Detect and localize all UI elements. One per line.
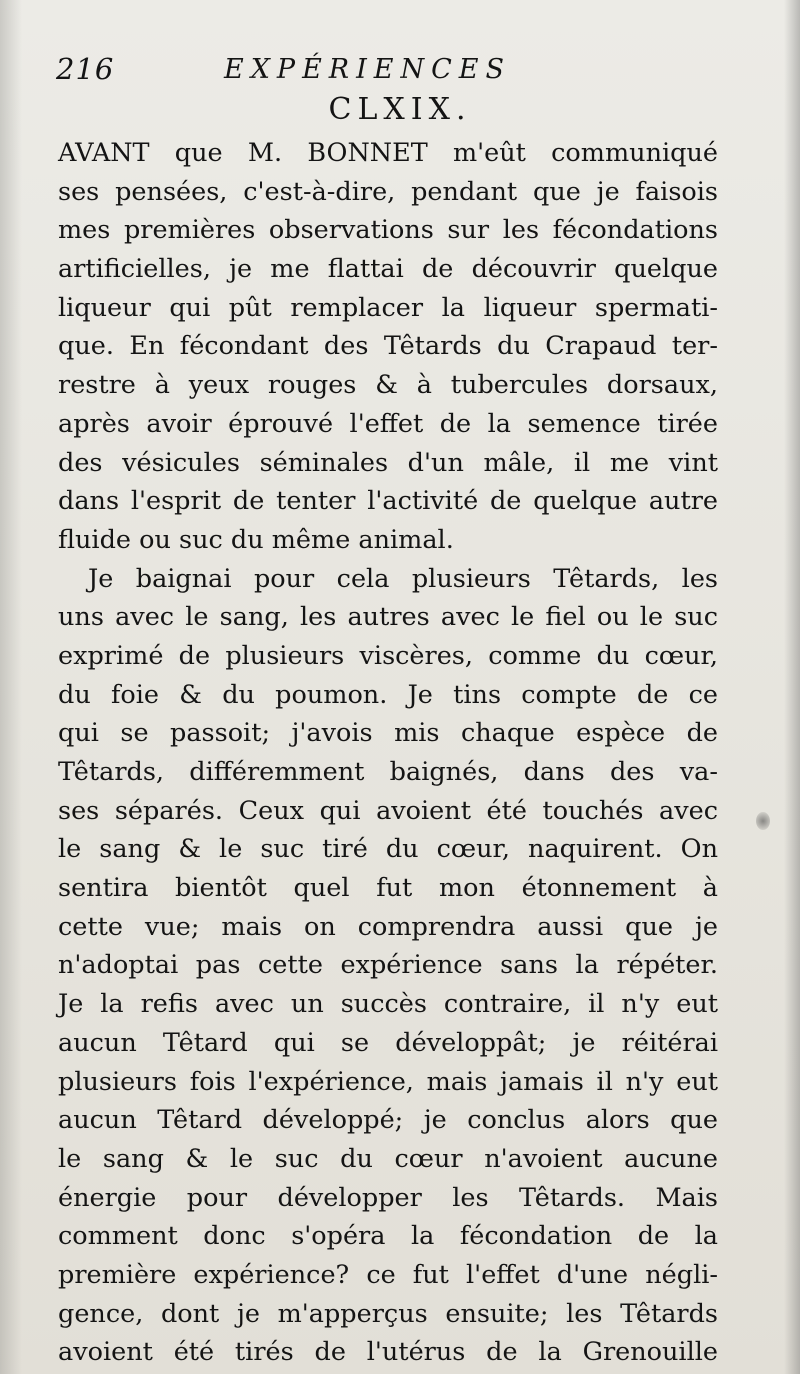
text-line: aucun Têtard qui se développât; je réitérai xyxy=(58,1027,718,1058)
text-line: le sang & le suc du cœur n'avoient aucune xyxy=(58,1143,718,1174)
text-line: après avoir éprouvé l'effet de la semence tirée xyxy=(58,408,718,439)
text-line: exprimé de plusieurs viscères, comme du cœur, xyxy=(58,640,718,671)
text-line: ses séparés. Ceux qui avoient été touchés avec xyxy=(58,795,718,826)
text-line: aucun Têtard développé; je conclus alors que xyxy=(58,1105,718,1136)
text-line: n'adoptai pas cette expérience sans la répéter. xyxy=(58,950,718,981)
text-line: ses pensées, c'est-à-dire, pendant que je faisois xyxy=(58,176,718,207)
text-line: Je la refis avec un succès contraire, il n'y eut xyxy=(58,989,718,1020)
text-line: Têtards, différemment baignés, dans des va- xyxy=(58,757,718,787)
text-line: AVANT que M. BONNET m'eût communiqué xyxy=(58,138,718,168)
page-number: 216 xyxy=(56,52,115,86)
text-line: qui se passoit; j'avois mis chaque espèce de xyxy=(58,718,718,749)
body-text xyxy=(58,134,718,1372)
running-title: EXPÉRIENCES xyxy=(224,54,512,85)
text-line: plusieurs fois l'expérience, mais jamais il n'y eut xyxy=(58,1066,718,1097)
text-line: Je baignai pour cela plusieurs Têtards, les xyxy=(88,563,718,594)
text-line: gence, dont je m'apperçus ensuite; les Têtards xyxy=(58,1298,718,1329)
text-line: uns avec le sang, les autres avec le fiel ou le suc xyxy=(58,602,718,633)
text-line: du foie & du poumon. Je tins compte de ce xyxy=(58,679,718,710)
text-line: dans l'esprit de tenter l'activité de quelque autre xyxy=(58,486,718,517)
text-line: que. En fécondant des Têtards du Crapaud ter- xyxy=(58,331,718,362)
text-line: le sang & le suc tiré du cœur, naquirent. On xyxy=(58,834,718,865)
text-line: fluide ou suc du même animal. xyxy=(58,524,454,555)
running-header xyxy=(56,50,716,90)
text-line: mes premières observations sur les fécondations xyxy=(58,215,718,246)
page-edge-shadow xyxy=(784,0,800,1374)
text-line: avoient été tirés de l'utérus de la Grenouille xyxy=(58,1337,718,1368)
text-line: des vésicules séminales d'un mâle, il me vint xyxy=(58,447,718,478)
text-line: restre à yeux rouges & à tubercules dorsaux, xyxy=(58,370,718,401)
text-line: énergie pour développer les Têtards. Mais xyxy=(58,1182,718,1213)
text-line: liqueur qui pût remplacer la liqueur spermati- xyxy=(58,292,718,323)
page-gutter-shadow xyxy=(0,0,22,1374)
text-line: cette vue; mais on comprendra aussi que je xyxy=(58,911,718,942)
text-line: première expérience? ce fut l'effet d'une négli- xyxy=(58,1259,718,1290)
text-line: sentira bientôt quel fut mon étonnement à xyxy=(58,873,718,904)
text-line: comment donc s'opéra la fécondation de la xyxy=(58,1221,718,1252)
ink-spot xyxy=(756,812,770,830)
text-line: artificielles, je me flattai de découvrir quelque xyxy=(58,254,718,285)
section-number: CLXIX. xyxy=(328,92,472,127)
